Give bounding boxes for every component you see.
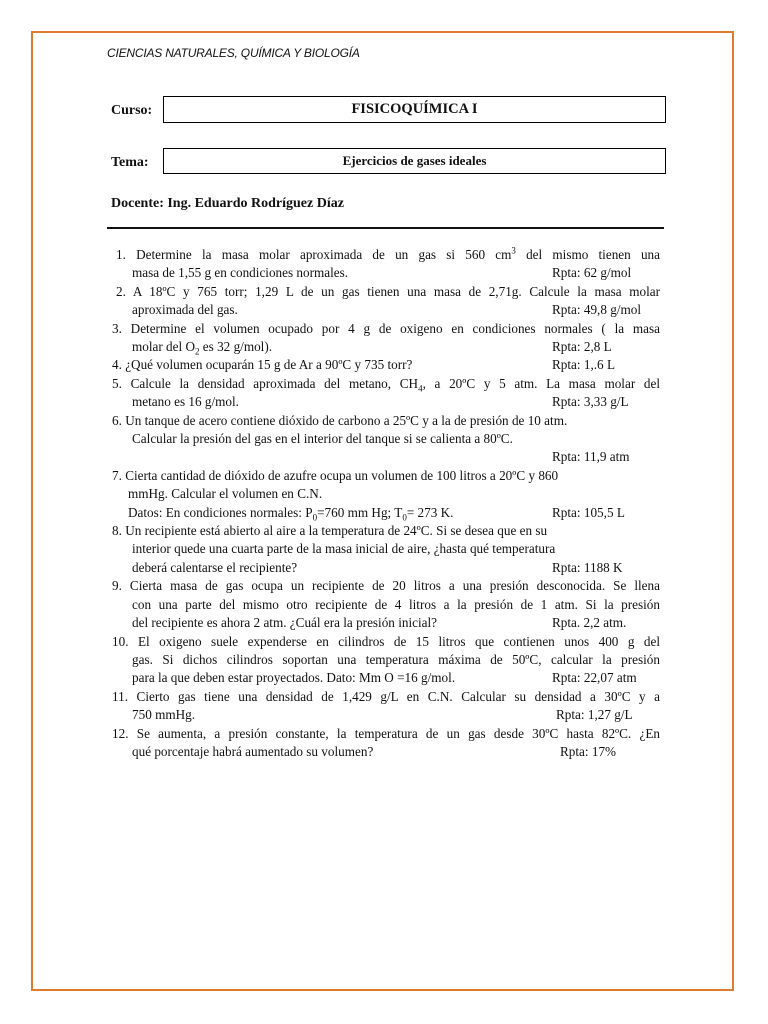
exercise-line: deberá calentarse el recipiente? Rpta: 1188 K <box>112 559 660 577</box>
answer: Rpta: 49,8 g/mol <box>552 302 642 318</box>
exercise-line: aproximada del gas. Rpta: 49,8 g/mol <box>112 301 660 319</box>
answer: Rpta: 11,9 atm <box>552 449 630 465</box>
exercise-line: para la que deben estar proyectados. Dato: Mm O =16 g/mol. Rpta: 22,07 atm <box>112 669 660 687</box>
institution-header: CIENCIAS NATURALES, QUÍMICA Y BIOLOGÍA <box>107 46 360 60</box>
exercise-line: metano es 16 g/mol. Rpta: 3,33 g/L <box>112 393 660 411</box>
exercise-line: del recipiente es ahora 2 atm. ¿Cuál era la presión inicial? Rpta. 2,2 atm. <box>112 614 660 632</box>
answer: Rpta: 2,8 L <box>552 339 612 355</box>
exercise-12 <box>112 725 660 762</box>
exercise-line: interior quede una cuarta parte de la masa inicial de aire, ¿hasta qué temperatura <box>132 541 556 557</box>
exercise-line: 4. ¿Qué volumen ocuparán 15 g de Ar a 90ºC y 735 torr? Rpta: 1,.6 L <box>112 356 660 374</box>
answer: Rpta: 1,.6 L <box>552 357 616 373</box>
exercise-line: Datos: En condiciones normales: $P_0=760$ mm Hg; $T_0= 273$ K. Rpta: 105,5 L <box>128 504 625 523</box>
header-divider <box>107 227 664 229</box>
exercise-line: 7. Cierta cantidad de dióxido de azufre ocupa un volumen de 100 litros a 20ºC y 860 <box>112 467 559 483</box>
exercise-line: 750 mmHg. Rpta: 1,27 g/L <box>112 706 660 724</box>
curso-box <box>163 96 666 123</box>
answer: Rpta: 3,33 g/L <box>552 394 629 410</box>
exercise-line: molar del $O_2$ es 32 g/mol). Rpta: 2,8 L <box>132 339 612 357</box>
exercise-line: 9. Cierta masa de gas ocupa un recipiente de 20 litros a una presión desconocida. Se llena <box>112 578 660 594</box>
answer: Rpta: 1188 K <box>552 559 623 575</box>
exercise-line: mmHg. Calcular el volumen en C.N. <box>128 486 323 502</box>
exercise-line: Calcular la presión del gas en el interior del tanque si se calienta a 80ºC. <box>132 431 513 447</box>
exercise-line: 8. Un recipiente está abierto al aire a la temperatura de 24ºC. Si se desea que en su <box>112 523 548 539</box>
curso-value: FISICOQUÍMICA I <box>351 101 478 117</box>
exercise-5 <box>112 375 660 412</box>
exercise-6 <box>112 412 660 467</box>
exercise-line: 2. A 18ºC y 765 torr; 1,29 L de un gas tienen una masa de 2,71g. Calcule la masa molar <box>116 283 660 299</box>
answer: Rpta: 22,07 atm <box>552 670 637 686</box>
exercise-1 <box>112 246 660 283</box>
answer: Rpta: 105,5 L <box>552 504 625 520</box>
exercise-line: 6. Un tanque de acero contiene dióxido de carbono a 25ºC y a la de presión de 10 atm. <box>112 412 568 428</box>
answer: Rpta: 17% <box>560 743 617 759</box>
docente-line: Docente: Ing. Eduardo Rodríguez Díaz <box>111 196 344 211</box>
exercise-line: 12. Se aumenta, a presión constante, la temperatura de un gas desde 30ºC hasta 82ºC. ¿En <box>112 725 660 741</box>
exercise-line: 1. Determine la masa molar aproximada de un gas si 560 $cm^3$ del mismo tienen una <box>116 245 660 262</box>
exercise-line: 10. El oxigeno suele expenderse en cilindros de 15 litros que contienen unos 400 g del <box>112 633 660 649</box>
tema-box <box>163 148 666 174</box>
exercise-line: qué porcentaje habrá aumentado su volumen? Rpta: 17% <box>112 743 660 761</box>
exercise-line: con una parte del mismo otro recipiente de 4 litros a la presión de 1 atm. Si la presión <box>132 596 660 612</box>
curso-label: Curso: <box>111 103 153 118</box>
tema-value: Ejercicios de gases ideales <box>342 153 487 168</box>
exercise-9 <box>112 577 660 632</box>
exercise-line: gas. Si dichos cilindros soportan una temperatura máxima de 50ºC, calcular la presión <box>132 651 660 667</box>
exercise-4 <box>112 356 660 374</box>
exercise-10 <box>112 633 660 688</box>
answer: Rpta: 62 g/mol <box>552 265 632 281</box>
exercise-2 <box>112 283 660 320</box>
exercise-line: 3. Determine el volumen ocupado por 4 g de oxigeno en condiciones normales ( la masa <box>112 320 660 336</box>
exercise-line: masa de 1,55 g en condiciones normales. Rpta: 62 g/mol <box>112 264 660 282</box>
exercise-line <box>112 448 660 466</box>
exercise-line: 11. Cierto gas tiene una densidad de 1,429 g/L en C.N. Calcular su densidad a 30ºC y a <box>112 688 660 704</box>
answer: Rpta. 2,2 atm. <box>552 615 627 631</box>
answer: Rpta: 1,27 g/L <box>556 707 633 723</box>
exercise-7 <box>112 467 660 522</box>
exercise-list <box>112 246 660 761</box>
tema-label: Tema: <box>111 155 149 170</box>
exercise-11 <box>112 688 660 725</box>
exercise-3 <box>112 320 660 357</box>
exercise-8 <box>112 522 660 577</box>
exercise-line: 5. Calcule la densidad aproximada del metano, $CH_4$, a 20ºC y 5 atm. La masa molar del <box>112 375 661 394</box>
